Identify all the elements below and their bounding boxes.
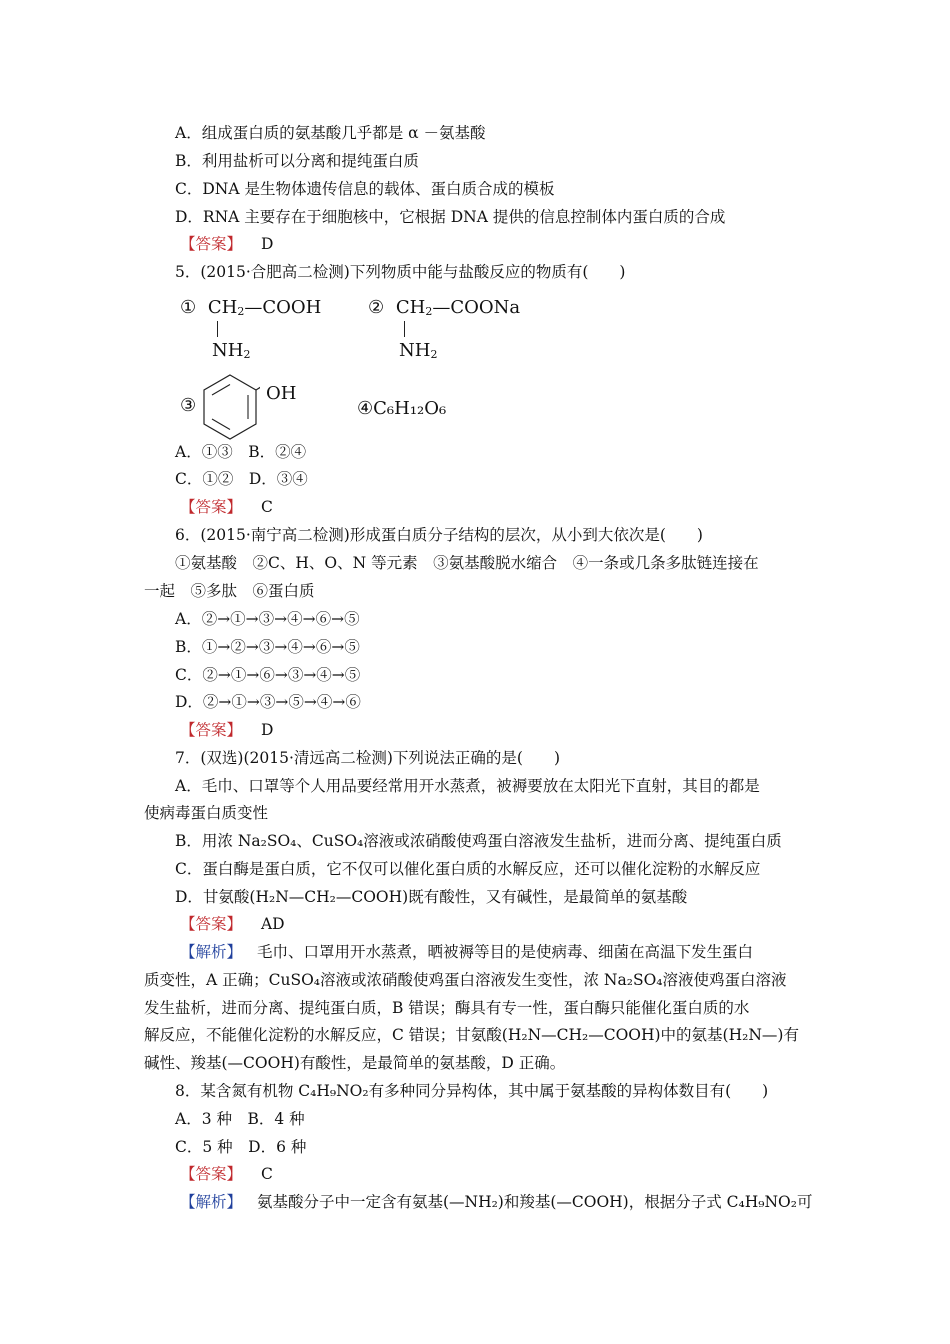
structure-2-nh: NH xyxy=(399,340,431,361)
answer-tag: 【答案】 xyxy=(180,498,243,516)
q7-option-a-line1: A．毛巾、口罩等个人用品要经常用开水蒸煮，被褥要放在太阳光下直射，其目的都是 xyxy=(175,777,760,795)
q5-answer xyxy=(180,497,273,517)
structure-2-ch2: CH xyxy=(395,297,426,318)
q5-options-cd: C．①② D．③④ xyxy=(175,470,308,488)
q8-explanation-line1 xyxy=(180,1192,812,1212)
q7-option-b: B．用浓 Na₂SO₄、CuSO₄溶液或浓硝酸使鸡蛋白溶液发生盐析，进而分离、提纯蛋白质 xyxy=(175,832,782,850)
answer-value: C xyxy=(260,498,273,516)
structure-2-number: ② xyxy=(368,297,385,318)
q8-stem: 8．某含氮有机物 C₄H₉NO₂有多种同分异构体，其中属于氨基酸的异构体数目有( ) xyxy=(175,1082,769,1100)
answer-tag: 【答案】 xyxy=(180,721,243,739)
q7-option-a-line2: 使病毒蛋白质变性 xyxy=(144,804,269,822)
q4-option-d: D．RNA 主要存在于细胞核中，它根据 DNA 提供的信息控制体内蛋白质的合成 xyxy=(175,208,726,226)
structure-1-amine xyxy=(212,340,250,361)
structure-1-sub: 2 xyxy=(237,305,245,318)
q4-answer xyxy=(180,234,273,254)
explanation-tag: 【解析】 xyxy=(180,943,243,961)
q6-answer xyxy=(180,720,273,740)
structure-1-nh: NH xyxy=(212,340,244,361)
explanation-tag: 【解析】 xyxy=(180,1193,243,1211)
structure-1-bond xyxy=(217,321,218,337)
structure-2-nh-sub: 2 xyxy=(430,348,438,361)
structure-2-amine xyxy=(399,340,437,361)
structure-1 xyxy=(180,297,321,318)
structure-1-number: ① xyxy=(180,297,197,318)
structure-2-coona: —COONa xyxy=(432,297,521,318)
structure-1-ch2: CH xyxy=(207,297,238,318)
q6-option-a: A．②→①→③→④→⑥→⑤ xyxy=(175,610,360,628)
q7-answer xyxy=(180,914,285,934)
q7-explanation-line2: 质变性，A 正确；CuSO₄溶液或浓硝酸使鸡蛋白溶液发生变性，浓 Na₂SO₄溶液使鸡蛋白溶液 xyxy=(144,971,787,989)
q7-explanation-line5: 碱性、羧基(—COOH)有酸性，是最简单的氨基酸，D 正确。 xyxy=(144,1054,566,1072)
q6-option-c: C．②→①→⑥→③→④→⑤ xyxy=(175,666,361,684)
q6-option-d: D．②→①→③→⑤→④→⑥ xyxy=(175,693,361,711)
structure-3-number: ③ xyxy=(180,395,197,416)
q8-answer xyxy=(180,1164,273,1184)
structure-2 xyxy=(368,297,520,318)
q7-explanation-line3: 发生盐析，进而分离、提纯蛋白质，B 错误；酶具有专一性，蛋白酶只能催化蛋白质的水 xyxy=(144,999,750,1017)
q5-stem: 5．(2015·合肥高二检测)下列物质中能与盐酸反应的物质有( ) xyxy=(175,263,626,281)
q6-option-b: B．①→②→③→④→⑥→⑤ xyxy=(175,638,360,656)
q7-explanation-line1 xyxy=(180,942,753,962)
q4-option-c: C．DNA 是生物体遗传信息的载体、蛋白质合成的模板 xyxy=(175,180,555,198)
answer-value: AD xyxy=(260,915,285,933)
q5-options-ab: A．①③ B．②④ xyxy=(175,443,307,461)
structure-1-nh-sub: 2 xyxy=(243,348,251,361)
q6-stem: 6．(2015·南宁高二检测)形成蛋白质分子结构的层次，从小到大依次是( ) xyxy=(175,526,703,544)
q4-option-b: B．利用盐析可以分离和提纯蛋白质 xyxy=(175,152,419,170)
q7-option-c: C．蛋白酶是蛋白质，它不仅可以催化蛋白质的水解反应，还可以催化淀粉的水解反应 xyxy=(175,860,761,878)
q8-options-cd: C．5 种 D．6 种 xyxy=(175,1138,307,1156)
structure-4: ④C₆H₁₂O₆ xyxy=(357,398,447,419)
explanation-text: 毛巾、口罩用开水蒸煮，晒被褥等目的是使病毒、细菌在高温下发生蛋白 xyxy=(256,943,753,961)
q4-option-a: A．组成蛋白质的氨基酸几乎都是 α －氨基酸 xyxy=(175,124,486,142)
answer-tag: 【答案】 xyxy=(180,1165,243,1183)
q6-items-line2: 一起 ⑤多肽 ⑥蛋白质 xyxy=(144,582,315,600)
explanation-text: 氨基酸分子中一定含有氨基(—NH₂)和羧基(—COOH)，根据分子式 C₄H₉NO₂可 xyxy=(256,1193,813,1211)
benzene-ring-icon xyxy=(200,372,260,444)
structure-2-bond xyxy=(404,321,405,337)
structure-1-cooh: —COOH xyxy=(244,297,322,318)
answer-value: C xyxy=(260,1165,273,1183)
answer-tag: 【答案】 xyxy=(180,235,243,253)
answer-value: D xyxy=(260,721,274,739)
structure-3-oh: OH xyxy=(266,383,297,404)
q7-explanation-line4: 解反应，不能催化淀粉的水解反应，C 错误；甘氨酸(H₂N—CH₂—COOH)中的氨基(H₂N—)有 xyxy=(144,1026,799,1044)
structure-2-sub: 2 xyxy=(425,305,433,318)
answer-value: D xyxy=(260,235,274,253)
q8-options-ab: A．3 种 B．4 种 xyxy=(175,1110,305,1128)
q7-stem: 7．(双选)(2015·清远高二检测)下列说法正确的是( ) xyxy=(175,749,561,767)
q7-option-d: D．甘氨酸(H₂N—CH₂—COOH)既有酸性，又有碱性，是最简单的氨基酸 xyxy=(175,888,688,906)
q6-items-line1: ①氨基酸 ②C、H、O、N 等元素 ③氨基酸脱水缩合 ④一条或几条多肽链连接在 xyxy=(175,554,759,572)
answer-tag: 【答案】 xyxy=(180,915,243,933)
